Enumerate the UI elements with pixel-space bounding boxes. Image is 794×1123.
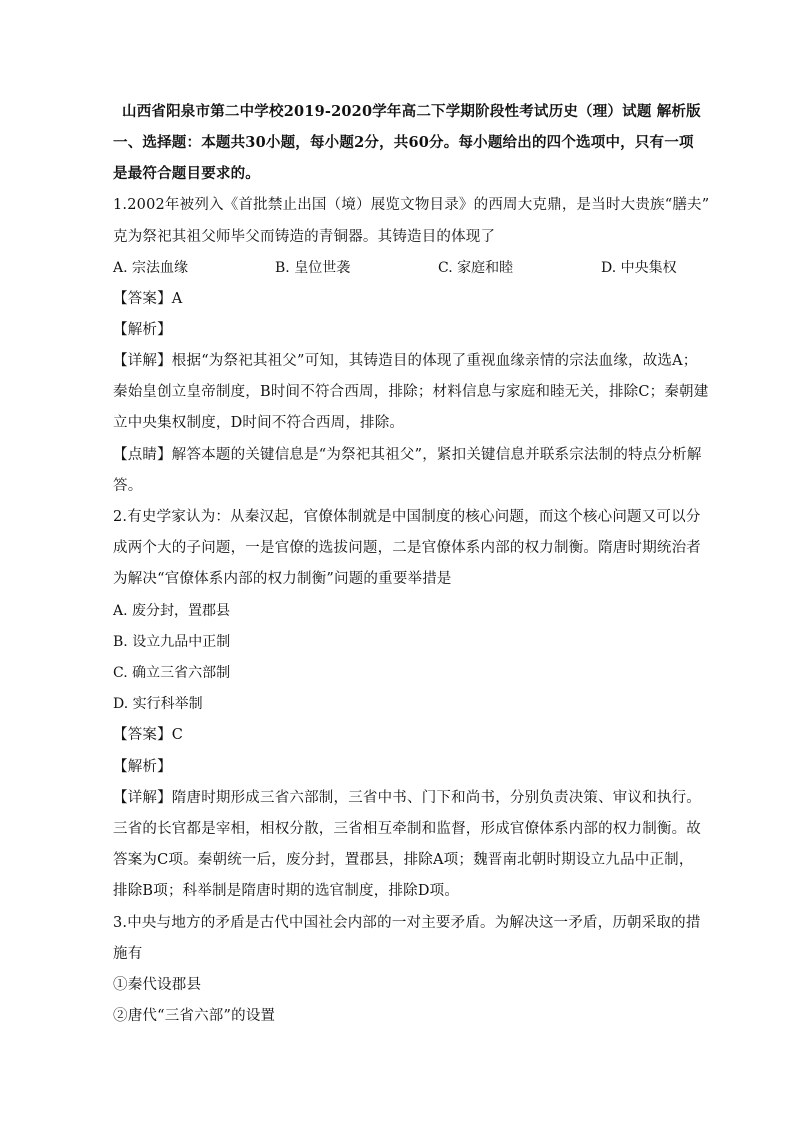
q2-detail-line-4: 排除B项；科举制是隋唐时期的选官制度，排除D项。 [113,883,460,899]
q1-detail-line-2: 秦始皇创立皇帝制度，B时间不符合西周，排除；材料信息与家庭和睦无关，排除C；秦朝建 [113,384,709,400]
q2-option-c: C. 确立三省六部制 [113,665,231,681]
q2-stem-line-3: 为解决“官僚体系内部的权力制衡”问题的重要举措是 [113,571,452,587]
q1-option-b: B. 皇位世袭 [275,260,351,276]
q2-stem-line-2: 成两个大的子问题，一是官僚的选拔问题，二是官僚体系内部的权力制衡。隋唐时期统治者 [113,540,701,556]
q1-analysis-label: 【解析】 [113,322,172,338]
q2-stem-line-1: 2.有史学家认为：从秦汉起，官僚体制就是中国制度的核心问题，而这个核心问题又可以分 [113,509,701,525]
q1-note-line-2: 答。 [113,478,143,494]
q2-option-a: A. 废分封，置郡县 [113,603,231,619]
q1-option-a: A. 宗法血缘 [113,260,189,276]
q3-item-1: ①秦代设郡县 [113,977,202,993]
q2-answer: 【答案】C [113,727,184,743]
q2-analysis-label: 【解析】 [113,759,172,775]
q1-stem-line-1: 1.2002年被列入《首批禁止出国（境）展览文物目录》的西周大克鼎，是当时大贵族“膳夫” [113,197,710,213]
q3-stem-line-1: 3.中央与地方的矛盾是古代中国社会内部的一对主要矛盾。为解决这一矛盾，历朝采取的措 [113,915,701,931]
section-heading-line-2: 是最符合题目要求的。 [113,165,260,182]
q1-option-d: D. 中央集权 [601,260,677,276]
q2-detail-line-1: 【详解】隋唐时期形成三省六部制，三省中书、门下和尚书，分别负责决策、审议和执行。 [113,790,701,806]
section-heading-line-1: 一、选择题：本题共30小题，每小题2分，共60分。每小题给出的四个选项中，只有一项 [113,134,694,151]
q2-detail-line-2: 三省的长官都是宰相，相权分散，三省相互牵制和监督，形成官僚体系内部的权力制衡。故 [113,821,701,837]
q2-option-d: D. 实行科举制 [113,696,203,712]
q1-answer: 【答案】A [113,291,183,307]
q1-detail-line-1: 【详解】根据“为祭祀其祖父”可知，其铸造目的体现了重视血缘亲情的宗法血缘，故选A； [113,353,698,369]
q1-stem-line-2: 克为祭祀其祖父师毕父而铸造的青铜器。其铸造目的体现了 [113,229,496,245]
q2-detail-line-3: 答案为C项。秦朝统一后，废分封，置郡县，排除A项；魏晋南北朝时期设立九品中正制， [113,852,694,868]
q1-option-c: C. 家庭和睦 [438,260,514,276]
q2-option-b: B. 设立九品中正制 [113,634,231,650]
q1-note-line-1: 【点睛】解答本题的关键信息是“为祭祀其祖父”，紧扣关键信息并联系宗法制的特点分析解 [113,447,702,463]
q3-item-2: ②唐代“三省六部”的设置 [113,1008,276,1024]
q1-detail-line-3: 立中央集权制度，D时间不符合西周，排除。 [113,415,405,431]
document-title: 山西省阳泉市第二中学校2019-2020学年高二下学期阶段性考试历史（理）试题 解析版 [122,103,701,120]
q3-stem-line-2: 施有 [113,946,143,962]
